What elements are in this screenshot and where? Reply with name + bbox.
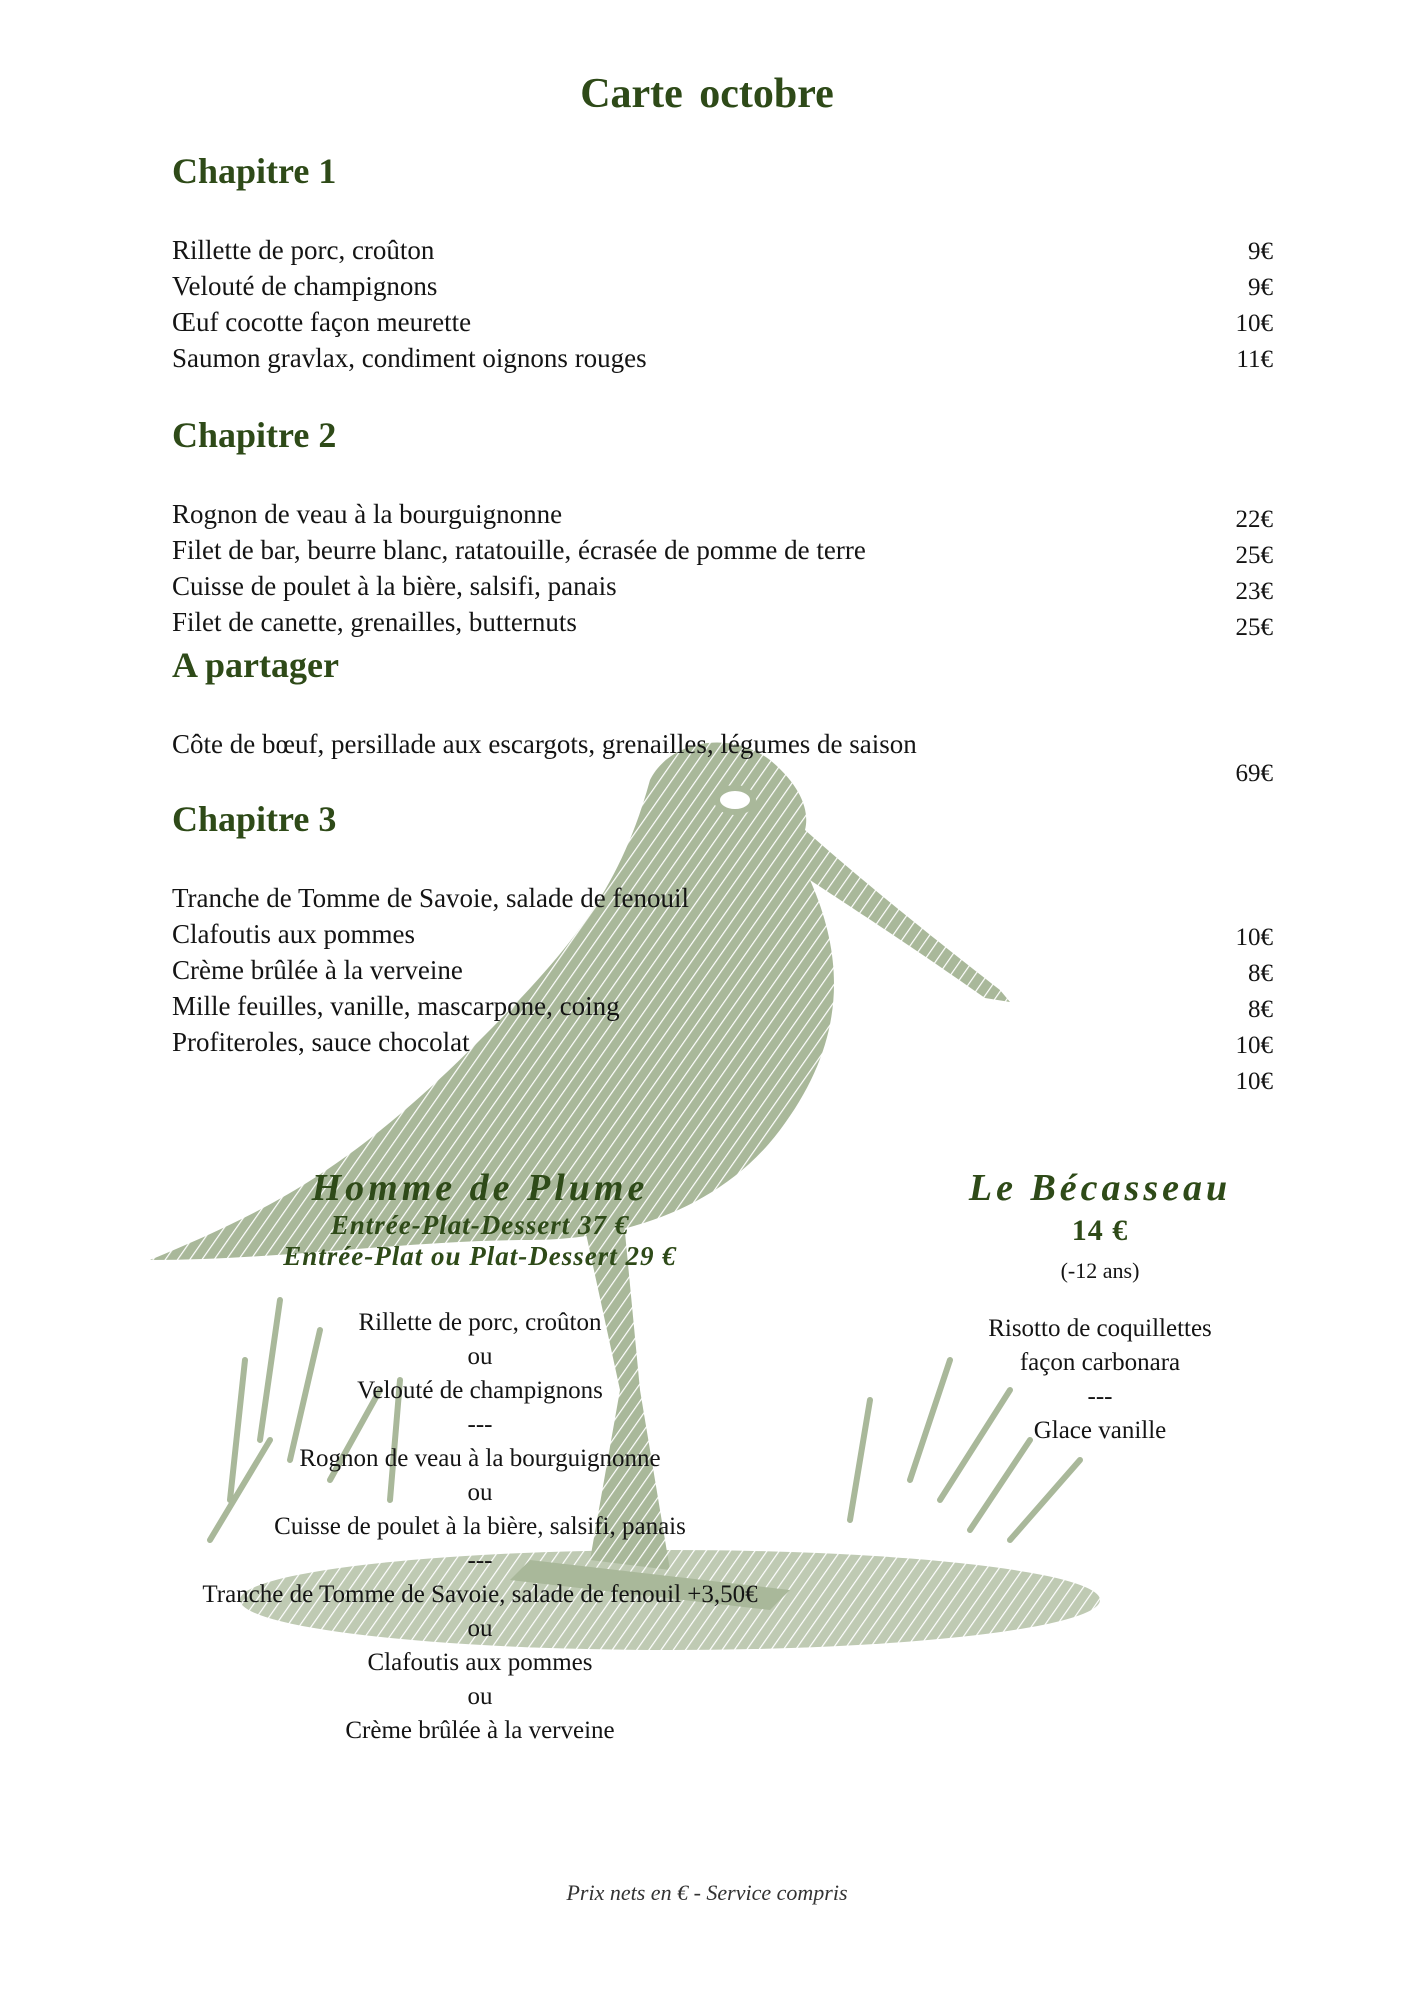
formula-line: ou — [467, 1479, 493, 1506]
formula-line: ou — [467, 1683, 493, 1710]
formula-line: Clafoutis aux pommes — [367, 1649, 593, 1676]
menu-price: 8€ — [1248, 996, 1273, 1023]
chapitre-3-heading: Chapitre 3 — [172, 799, 337, 839]
partager-heading: A partager — [172, 645, 339, 685]
formula-line: --- — [467, 1411, 493, 1438]
menu-item: Mille feuilles, vanille, mascarpone, coing — [172, 991, 620, 1021]
menu-price: 9€ — [1248, 238, 1273, 265]
menu-item: Clafoutis aux pommes — [172, 919, 415, 949]
formula-line: Crème brûlée à la verveine — [345, 1717, 615, 1744]
menu-item: Profiteroles, sauce chocolat — [172, 1027, 470, 1057]
menu-item: Saumon gravlax, condiment oignons rouges — [172, 343, 647, 373]
formula-line: Rillette de porc, croûton — [358, 1309, 602, 1336]
becasseau-line: Glace vanille — [1033, 1417, 1167, 1444]
menu-price: 11€ — [1236, 346, 1273, 373]
formula-line: ou — [467, 1615, 493, 1642]
menu-price: 10€ — [1235, 1068, 1273, 1095]
becasseau-line: --- — [1087, 1383, 1113, 1410]
footer-note: Prix nets en € - Service compris — [566, 1880, 848, 1905]
menu-price: 10€ — [1235, 1032, 1273, 1059]
menu-item: Crème brûlée à la verveine — [172, 955, 463, 985]
menu-price: 10€ — [1235, 310, 1273, 337]
chapitre-2-heading: Chapitre 2 — [172, 415, 337, 455]
menu-item: Velouté de champignons — [172, 271, 438, 301]
homme-de-plume-title: Homme de Plume — [311, 1167, 649, 1209]
formula-line: --- — [467, 1547, 493, 1574]
page-title: Carte octobre — [580, 71, 834, 117]
menu-price: 23€ — [1235, 578, 1273, 605]
formula-line: ou — [467, 1343, 493, 1370]
menu-price: 69€ — [1235, 760, 1273, 787]
becasseau-line: façon carbonara — [1019, 1349, 1181, 1376]
menu-price: 9€ — [1248, 274, 1273, 301]
formula-price-full: Entrée-Plat-Dessert 37 € — [330, 1210, 630, 1240]
menu-item: Filet de bar, beurre blanc, ratatouille, écrasée de pomme de terre — [172, 535, 866, 565]
homme-de-plume-block — [110, 1166, 850, 1748]
formula-line: Tranche de Tomme de Savoie, salade de fenouil +3,50€ — [202, 1581, 758, 1608]
menu-item: Cuisse de poulet à la bière, salsifi, panais — [172, 571, 617, 601]
becasseau-price: 14 € — [1071, 1214, 1129, 1247]
becasseau-title: Le Bécasseau — [968, 1167, 1232, 1209]
formula-line: Cuisse de poulet à la bière, salsifi, panais — [274, 1513, 686, 1540]
formula-line: Rognon de veau à la bourguignonne — [299, 1445, 661, 1472]
becasseau-block — [900, 1166, 1300, 1448]
menu-item: Côte de bœuf, persillade aux escargots, grenailles, légumes de saison — [172, 729, 917, 759]
formula-price-short: Entrée-Plat ou Plat-Dessert 29 € — [283, 1241, 677, 1271]
menu-item: Rillette de porc, croûton — [172, 235, 435, 265]
menu-price: 22€ — [1235, 506, 1273, 533]
menu-price: 8€ — [1248, 960, 1273, 987]
menu-item: Œuf cocotte façon meurette — [172, 307, 472, 337]
becasseau-age-note: (-12 ans) — [1060, 1258, 1140, 1283]
menu-price: 10€ — [1235, 924, 1273, 951]
menu-item: Tranche de Tomme de Savoie, salade de fenouil — [172, 883, 689, 913]
menu-price: 25€ — [1235, 614, 1273, 641]
bird-eye — [717, 788, 753, 812]
menu-item: Filet de canette, grenailles, butternuts — [172, 607, 577, 637]
formula-line: Velouté de champignons — [357, 1377, 603, 1404]
menu-price: 25€ — [1235, 542, 1273, 569]
becasseau-line: Risotto de coquillettes — [988, 1315, 1212, 1342]
menu-item: Rognon de veau à la bourguignonne — [172, 499, 563, 529]
chapitre-1-heading: Chapitre 1 — [172, 151, 337, 191]
